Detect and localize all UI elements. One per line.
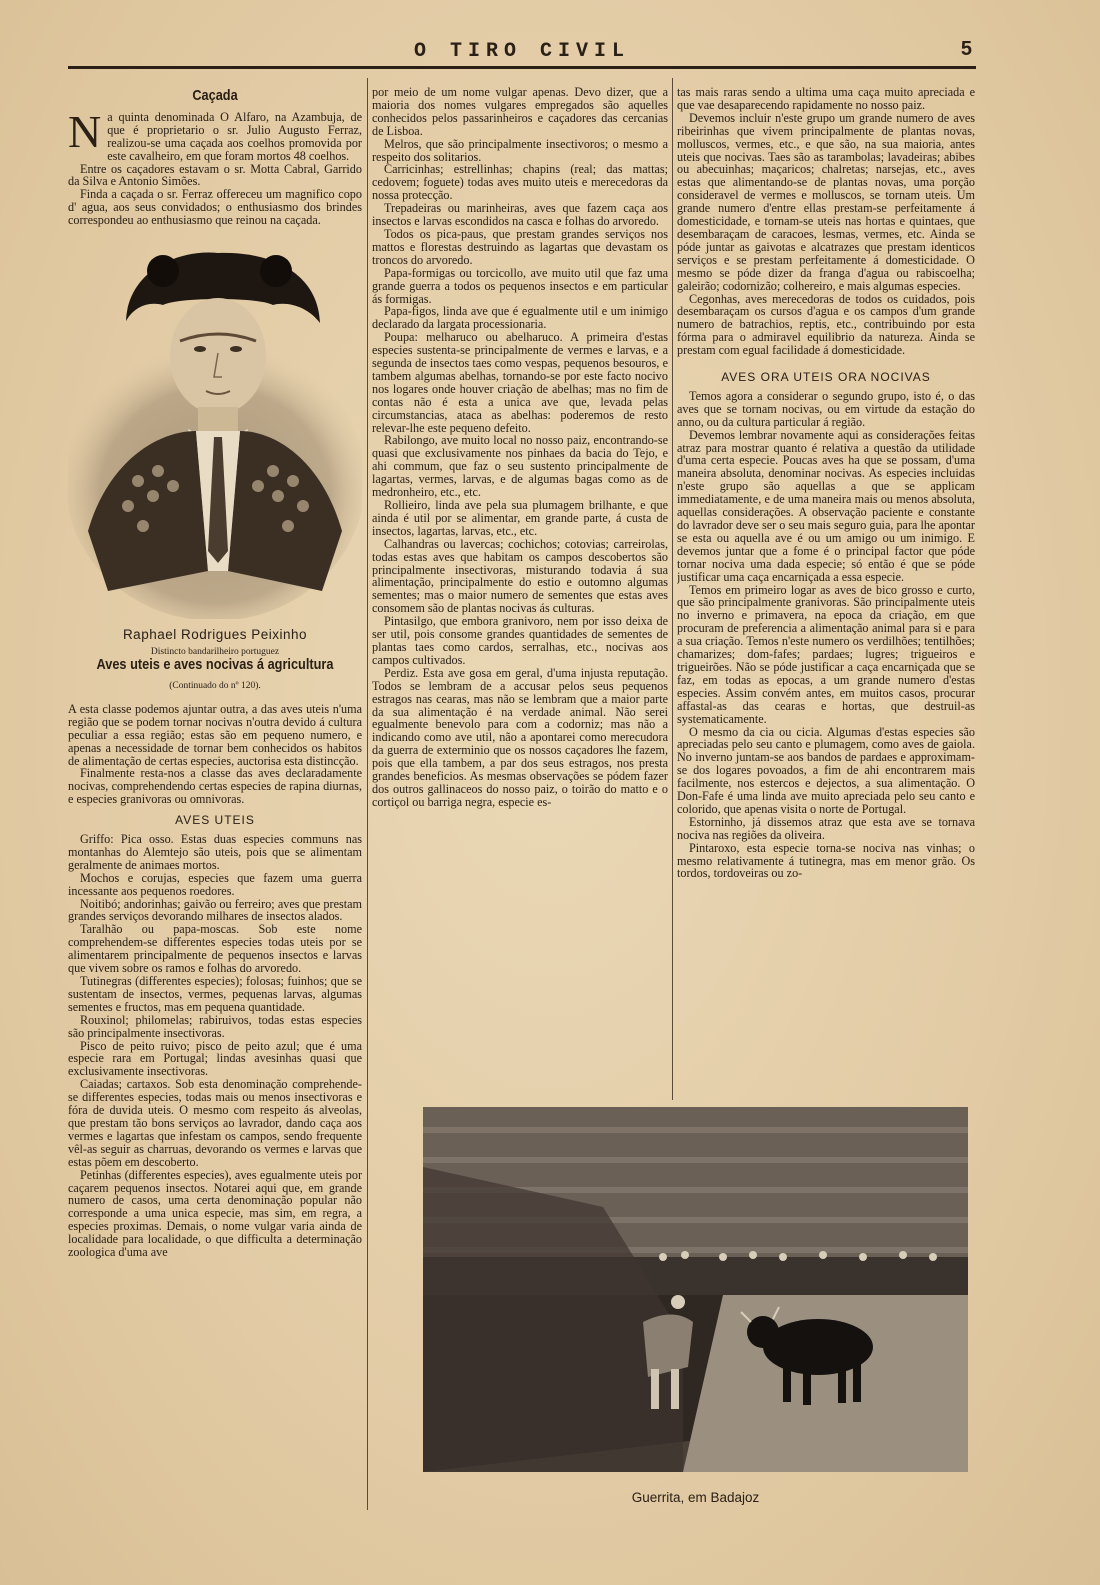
column-rule [367,78,368,1510]
bird-entry: Petinhas (differentes especies), aves egualmente uteis por caçarem pequenos insectos. Notarei aqui que, em grande numero de casos, uma certa denominação popular não corresponde a uma unica especie, mas sim, em regra, a especies proximas. Demais, o nome vulgar varia ainda de localidade para localidade, o que difficulta a determinação zoologica d'uma ave [68,1167,362,1260]
bird-entry: Caiadas; cartaxos. Sob esta denominação comprehende-se differentes especies, todas mais ou menos insectivoras e fóra de duvida uteis. O mesmo com respeito ás alveolas, que prestam tão bons serviços ao lavrador, dando caça aos vermes e lagartas que infestam os campos, sendo frequente vêl-as seguir as charruas, devorando os vermes e larvas que estas põem em descoberto. [68,1077,362,1169]
bird-entry: Devemos lembrar novamente aqui as considerações feitas atraz para mostrar quanto é relativa a questão da utilidade d'uma certa especie. Poucas aves ha que se possam, d'uma maneira absoluta, denominar nocivas. As especies incluidas n'este grupo são aquellas a que se applicam immediatamente, e de uma maneira mais ou menos absoluta, aquellas considerações. A observação paciente e constante do lavrador deve ser o seu mais seguro guia, para lhe apontar se esta ou aquella ave é ou um amigo ou um inimigo. E devemos juntar que a fome é o principal factor que póde tornar nociva uma dada especie; só então é que se póde justificar uma caça encarniçada a essa especie. [677,427,975,584]
cacada-paragraph: Entre os caçadores estavam o sr. Motta Cabral, Garrido da Silva e Antonio Simões. [68,161,362,189]
aves-intro-paragraph: Finalmente resta-nos a classe das aves declaradamente nocivas, comprehendendo certas especies de rapina diurnas, e especies granivoras ou omnivoras. [68,766,362,807]
bird-entry: Rollieiro, linda ave pela sua plumagem brilhante, e que ainda é util por se alimentar, em grande parte, á custa de insectos, lagartas, larvas, etc., etc. [372,498,668,538]
cacada-heading: Caçada [192,87,238,104]
bird-entry: Carricinhas; estrellinhas; chapins (real; das mattas; cedovem; foguete) todas aves muito uteis e merecedoras da nossa protecção. [372,162,668,203]
bird-entry: Temos agora a considerar o segundo grupo, isto é, o das aves que se tornam nocivas, ou em virtude da estação do anno, ou da cultura particular á região. [677,388,975,429]
bird-entry: Perdiz. Esta ave gosa em geral, d'uma injusta reputação. Todos se lembram de a accusar pelos seus pequenos estragos nas cearas, mas não se lembram que a maior parte da sua alimentação é na verdade animal. Não serei egualmente benevolo para com a codorniz; mas não a indicando como ave util, não a apontarei como merecudora da guerra de exterminio que os nossos caçadores lhe fazem, pois que ella tambem, a par dos seus estragos, nos presta grandes beneficios. As mesmas observações se pódem fazer dos outros gallinaceos do nosso paiz, o toirão do matto e o cortiçol ou barriga negra, especie es- [372,665,668,809]
continuation-note: (Continuado do nº 120). [169,680,261,691]
cacada-paragraph [68,105,362,163]
aves-ora-subheading: AVES ORA UTEIS ORA NOCIVAS [721,370,931,385]
bird-entry: Mochos e corujas, especies que fazem uma guerra incessante aos pequenos roedores. [68,870,362,898]
photo-caption: Guerrita, em Badajoz [631,1490,760,1505]
bird-entry: Temos em primeiro logar as aves de bico grosso e curto, que são principalmente granivoras. São principalmente uteis no inverno e primavera, na epoca da criação, em que procuram de preferencia a alimentação animal para si e para a sua criação. Temos n'este numero os verdilhões; tentilhões; chamarizes; dom-fafes; pardaes; lugres; trigueiros e trigueirões. Não se póde justificar a caça encarniçada que se faz, em todas as epocas, a um grande numero d'estas especies. Assim convém antes, em muitos casos, procurar affastal-as das cearas e hortas, que destruil-as systematicamente. [677,582,975,726]
bird-entry: Noitibó; andorinhas; gaivão ou ferreiro; aves que prestam grandes serviços devorando milhares de insectos alados. [68,896,362,924]
page-number: 5 [960,38,972,60]
column-2 [372,86,668,1096]
bird-entry: Papa-formigas ou torcicollo, ave muito util que faz uma grande guerra a todos os pequenos insectos e em particular ás formigas. [372,265,668,306]
column-1 [68,86,362,1506]
column-3 [677,86,975,1096]
bird-entry: Melros, que são principalmente insectivoros; o mesmo a respeito dos solitarios. [372,136,668,164]
portrait-caption-name: Raphael Rodrigues Peixinho [122,627,308,643]
bird-entry: Estorninho, já dissemos atraz que esta ave se tornava nociva nas regiões da oliveira. [677,814,975,842]
bird-entry: Taralhão ou papa-moscas. Sob este nome comprehendem-se differentes especies todas uteis por se alimentarem principalmente de pequenos insectos e larvas que vivem sobre os ramos e folhas do arvoredo. [68,922,362,976]
bird-entry: tas mais raras sendo a ultima uma caça muito apreciada e que vae desaparecendo rapidamente no nosso paiz. [677,86,975,112]
cacada-text: a quinta denominada O Alfaro, na Azambuja, de que é proprietario o sr. Julio Augusto Ferraz, realizou-se uma caçada aos coelhos promovida por este cavalheiro, em que foram mortos 48 coelhos. [107,109,362,163]
column-rule [672,78,673,1100]
bird-entry: Griffo: Pica osso. Estas duas especies communs nas montanhas do Alemtejo são uteis, pois que se alimentam geralmente de animaes mortos. [68,832,362,872]
bird-entry: Tutinegras (differentes especies); folosas; fuinhos; que se sustentam de insectos, vermes, pequenas larvas, algumas sementes e fructos, mas em pequena quantidade. [68,974,362,1014]
portrait-figure [68,231,362,658]
bird-entry: Todos os pica-paus, que prestam grandes serviços nos mattos e florestas destruindo as lagartas que devastam os troncos do arvoredo. [372,226,668,267]
masthead [68,36,976,69]
bird-entry: Calhandras ou lavercas; cochichos; cotovias; carreirolas, todas estas aves que habitam os campos descobertos são principalmente insectivoras, misturando todavia á sua alimentação, principalmente do estio e outomno algumas sementes; mas o maior numero de sementes que estas aves consomem são de plantas nocivas ás culturas. [372,536,668,616]
bird-entry: Papa-figos, linda ave que é egualmente util e um inimigo declarado da largata processionaria. [372,304,668,332]
cacada-paragraph: Finda a caçada o sr. Ferraz offereceu um magnifico copo d' agua, aos seus convidados; o enthusiasmo dos brindes correspondeu ao enthusiasmo que reinou na caçada. [68,187,362,228]
bird-entry: Poupa: melharuco ou abelharuco. A primeira d'estas especies sustenta-se principalmente de vermes e larvas, e a segunda de insectos taes como vespas, pequenos besouros, e tambem algumas abelhas, tornando-se por este facto nocivo nos logares onde houver criação de abelhas; mas no fim de contas não é esta a unica ave que, levada pelas circumstancias, ataca as abelhas: poderemos de resto relevar-lhe este pequeno defeito. [372,330,668,435]
drop-cap: N [68,105,102,157]
aves-uteis-subheading: AVES UTEIS [175,813,255,828]
bird-entry: por meio de um nome vulgar apenas. Devo dizer, que a maioria dos nomes vulgares empregados são aquelles conhecidos pelos passarinheiros e caçadores das cercanias de Lisboa. [372,86,668,138]
bird-entry: Pintasilgo, que embora granivoro, nem por isso deixa de ser util, pois consome grandes quantidades de sementes de plantas taes como cardos, serralhas, etc., nocivas aos campos cultivados. [372,614,668,667]
bird-entry: Devemos incluir n'este grupo um grande numero de aves ribeirinhas que vivem principalmente de plantas novas, molluscos, vermes, etc., e que são, na sua maioria, antes uteis que nocivas. Taes são as tarambolas; lavadeiras; abibes ou abecuinhas; maçaricos; chalretas; narsejas, etc., aves estas que alimentando-se de plantas novas, uma porção consideravel de vermes e molluscos, se tornam uteis. Um grande numero d'entre ellas prestam-se perfeitamente á domesticidade, e tornam-se uteis nas hortas e quintaes, que desembaraçam de caracoes, lesmas, vermes, etc. Ainda se póde juntar as gaivotas e alcatrazes que prestam identicos serviços e se prestam perfeitamente á domesticidade. O mesmo se póde dizer da franga d'agua ou rabiscoelha; galeirão; codornizão; colhereiro, e mais algumas especies. [677,110,975,293]
newspaper-title: O TIRO CIVIL [413,40,631,63]
bird-entry: Rouxinol; philomelas; rabiruivos, todas estas especies são principalmente insectivoras. [68,1012,362,1040]
bird-entry: Pintaroxo, esta especie torna-se nociva nas vinhas; o mesmo relativamente á tutinegra, mas em menor grão. Os tordos, tordoveiras ou zo- [677,840,975,881]
aves-intro-paragraph: A esta classe podemos ajuntar outra, a das aves uteis n'uma região que se podem tornar nocivas n'outra devido á cultura peculiar a essa região; estas são em pequeno numero, e apenas a necessidade de tornar bem conhecidos os habitos de alimentação de certas especies, auctorisa esta distincção. [68,701,362,768]
bird-entry: Pisco de peito ruivo; pisco de peito azul; que é uma especie rara em Portugal; lindas avesinhas quasi que exclusivamente insectivoras. [68,1038,362,1079]
bird-entry: O mesmo da cia ou cicia. Algumas d'estas especies são apreciadas pelo seu canto e plumagem, como aves de gaiola. No inverno juntam-se aos bandos de pardaes e approximam-se dos logares povoados, a fim de ahi encontrarem mais facilmente, nos estercos e dejectos, a sua alimentação. O Don-Fafe é uma linda ave muito apreciada pelo seu canto e colorido, que apenas visita o norte de Portugal. [677,724,975,816]
aves-heading: Aves uteis e aves nocivas á agricultura [96,656,334,674]
portrait-caption-subtitle: Distincto bandarilheiro portuguez [150,647,280,658]
bird-entry: Rabilongo, ave muito local no nosso paiz, encontrando-se quasi que exclusivamente nos pinhaes da bacia do Tejo, e ahi commum, que faz o seu sustento principalmente de lagartas, vermes, larvas, e de algumas bagas como as de medronheiro, etc., etc. [372,433,668,500]
bullfight-photo [423,1107,968,1472]
portrait-engraving [68,231,362,619]
bird-entry: Trepadeiras ou marinheiras, aves que fazem caça aos insectos e larvas escondidos na casca e folhas do arvoredo. [372,201,668,229]
bird-entry: Cegonhas, aves merecedoras de todos os cuidados, pois desembaraçam os cursos d'agua e os campos d'um grande numero de batrachios, reptis, etc., contribuindo por esta fórma para o admiravel equilibrio da natureza. Ainda se prestam com egual facilidade á domesticidade. [677,291,975,358]
